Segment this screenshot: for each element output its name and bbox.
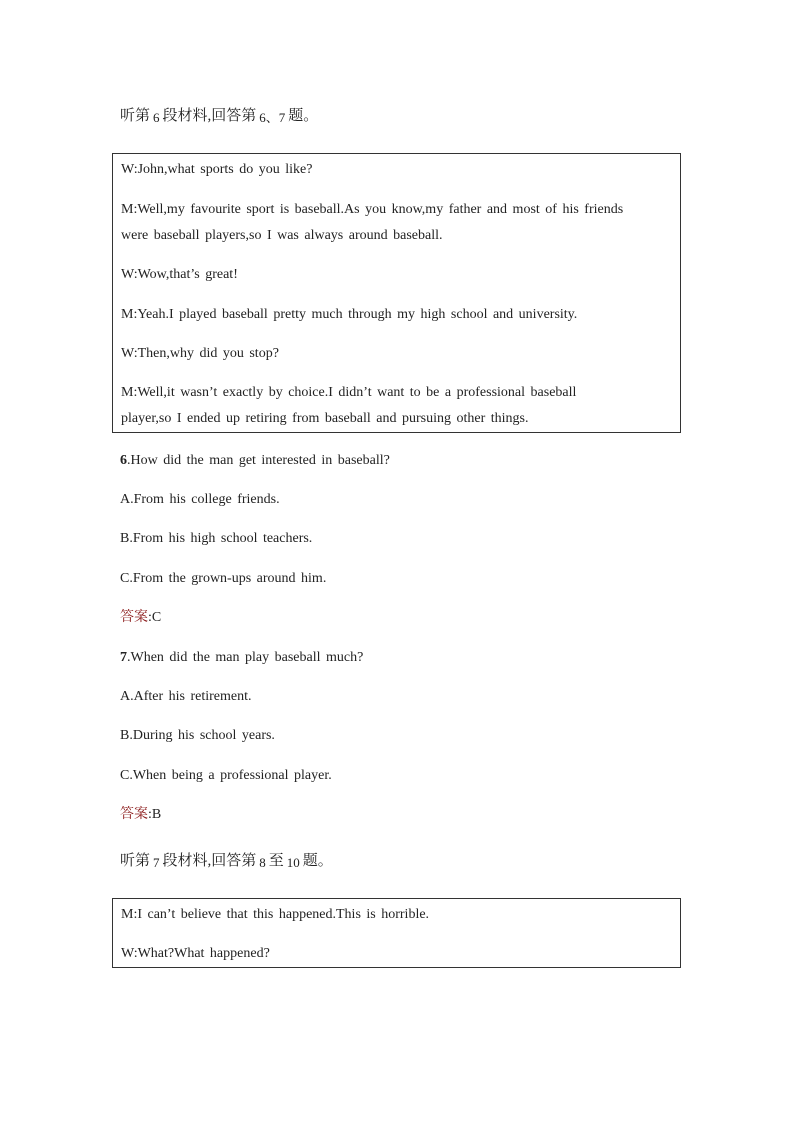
dialogue-line: were baseball players,so I was always around baseball. bbox=[121, 228, 443, 243]
dialogue-line: M:Yeah.I played baseball pretty much through my high school and university. bbox=[121, 307, 578, 322]
heading-text: 段材料,回答第 bbox=[162, 853, 257, 869]
heading-text: 题。 bbox=[288, 108, 319, 124]
dialogue-line: W:Then,why did you stop? bbox=[121, 346, 279, 361]
heading-number: 10 bbox=[286, 855, 300, 870]
section-6-heading bbox=[120, 106, 318, 126]
question-6 bbox=[120, 451, 390, 471]
question-number: 6 bbox=[120, 453, 127, 468]
option-b: B.From his high school teachers. bbox=[120, 531, 313, 546]
answer-label: 答案 bbox=[120, 610, 148, 625]
answer-value: :B bbox=[148, 807, 162, 822]
answer-label: 答案 bbox=[120, 807, 148, 822]
dialogue-line: M:Well,my favourite sport is baseball.As you know,my father and most of his friends bbox=[121, 202, 624, 217]
option-b: B.During his school years. bbox=[120, 728, 275, 743]
heading-text: 段材料,回答第 bbox=[162, 108, 257, 124]
heading-text: 听第 bbox=[120, 108, 151, 124]
heading-text: 至 bbox=[268, 853, 284, 869]
dialogue-line: player,so I ended up retiring from baseball and pursuing other things. bbox=[121, 411, 529, 426]
answer-value: :C bbox=[148, 610, 162, 625]
option-a: A.From his college friends. bbox=[120, 492, 280, 507]
dialogue-line: M:I can’t believe that this happened.This is horrible. bbox=[121, 907, 430, 922]
answer-7 bbox=[120, 805, 161, 825]
option-c: C.From the grown-ups around him. bbox=[120, 571, 327, 586]
question-number: 7 bbox=[120, 650, 127, 665]
answer-6 bbox=[120, 608, 161, 628]
heading-number: 6、7 bbox=[259, 110, 286, 125]
section-7-heading bbox=[120, 851, 333, 871]
heading-number: 6 bbox=[153, 110, 160, 125]
dialogue-box-1 bbox=[112, 153, 681, 433]
heading-text: 听第 bbox=[120, 853, 151, 869]
option-a: A.After his retirement. bbox=[120, 689, 252, 704]
question-text: .How did the man get interested in baseball? bbox=[127, 453, 390, 468]
dialogue-line: W:John,what sports do you like? bbox=[121, 162, 313, 177]
dialogue-line: W:What?What happened? bbox=[121, 946, 270, 961]
question-text: .When did the man play baseball much? bbox=[127, 650, 364, 665]
option-c: C.When being a professional player. bbox=[120, 768, 332, 783]
heading-number: 8 bbox=[259, 855, 266, 870]
dialogue-line: M:Well,it wasn’t exactly by choice.I didn’t want to be a professional baseball bbox=[121, 385, 577, 400]
question-7 bbox=[120, 648, 363, 668]
heading-number: 7 bbox=[153, 855, 160, 870]
heading-text: 题。 bbox=[302, 853, 333, 869]
dialogue-box-2 bbox=[112, 898, 681, 968]
dialogue-line: W:Wow,that’s great! bbox=[121, 267, 238, 282]
